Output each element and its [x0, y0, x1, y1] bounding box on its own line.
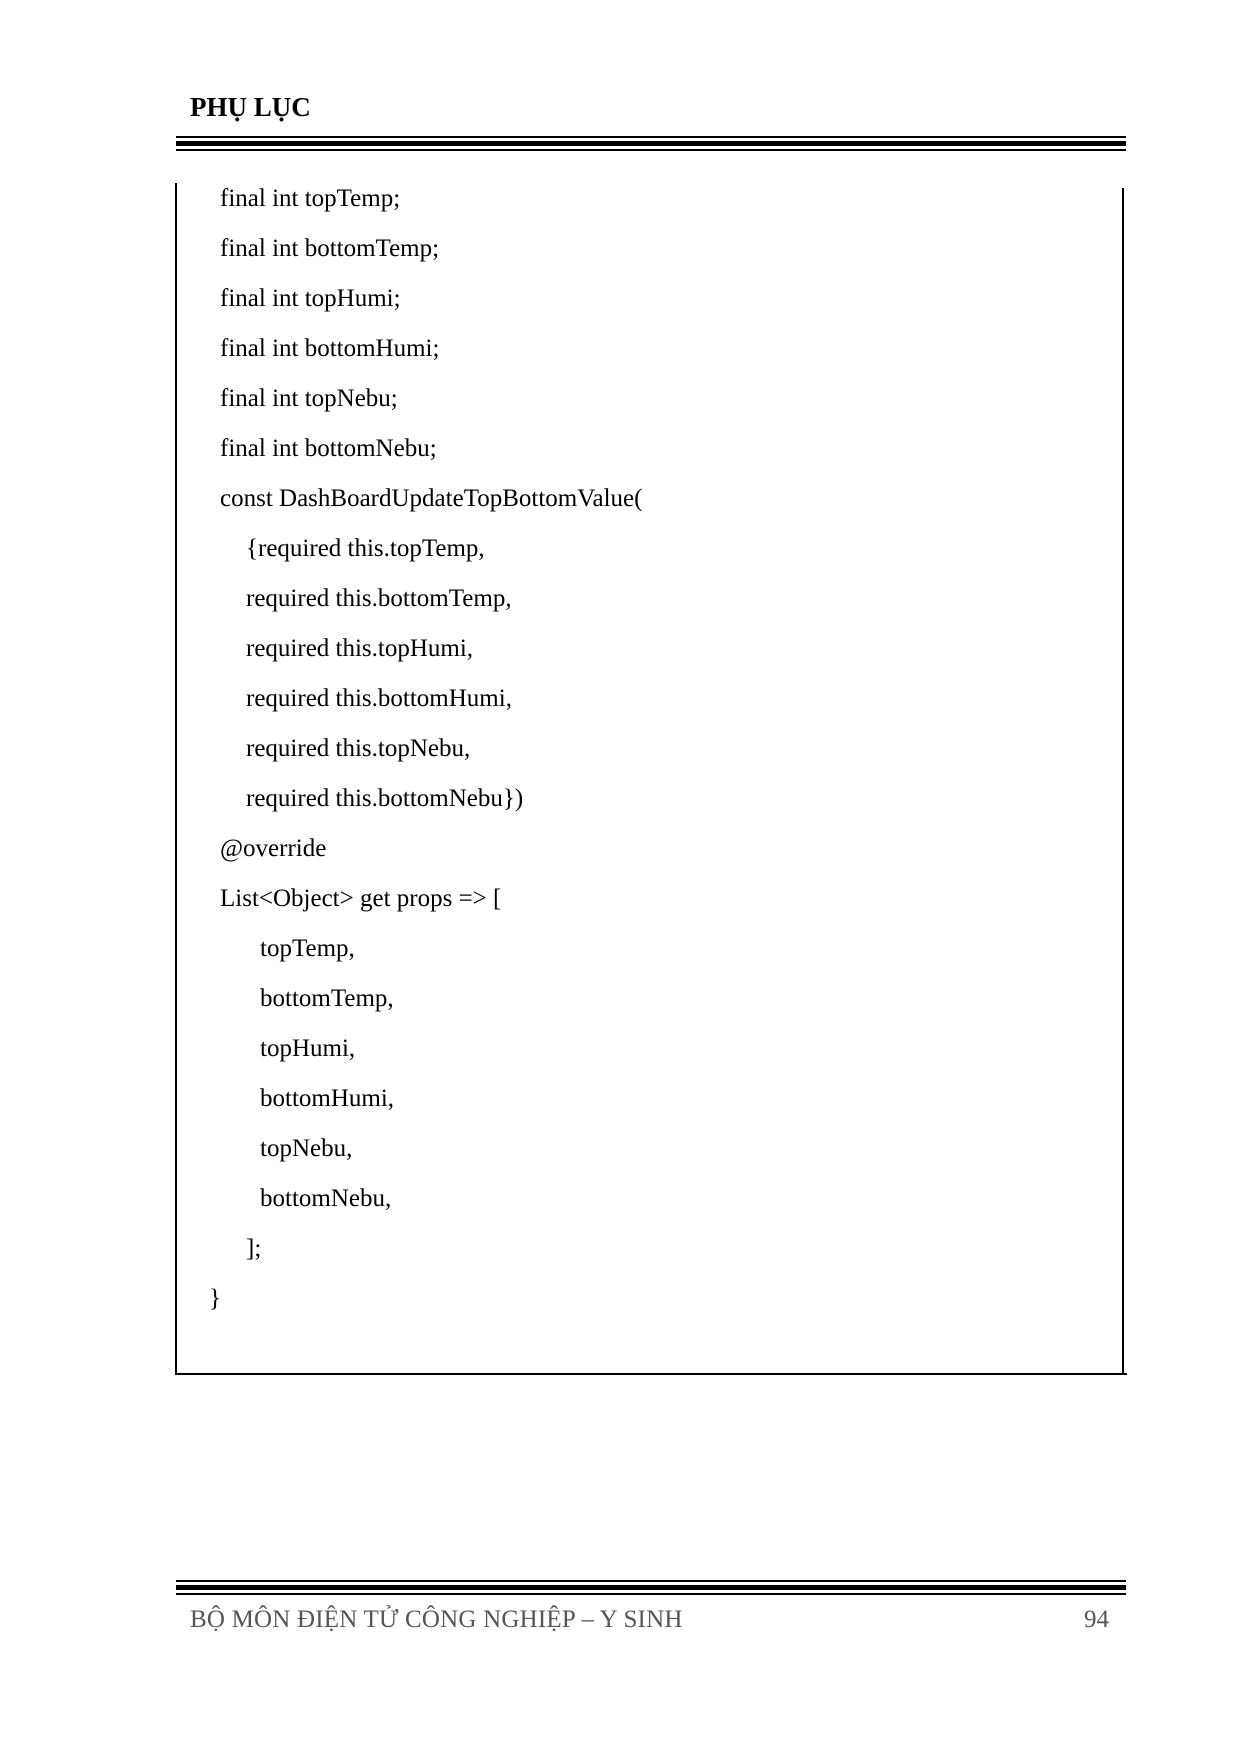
footer-rule-thin-top	[176, 1580, 1126, 1582]
code-line: required this.bottomTemp,	[246, 585, 512, 612]
code-line: required this.bottomHumi,	[246, 685, 512, 712]
code-line: bottomHumi,	[260, 1085, 395, 1112]
code-line: const DashBoardUpdateTopBottomValue(	[220, 485, 643, 512]
header-rule-thin-top	[176, 136, 1126, 138]
footer-department: BỘ MÔN ĐIỆN TỬ CÔNG NGHIỆP – Y SINH	[190, 1606, 683, 1633]
code-line: final int bottomNebu;	[220, 435, 437, 462]
header-rule-thin-bottom	[176, 149, 1126, 151]
code-line: bottomTemp,	[260, 985, 394, 1012]
code-line: bottomNebu,	[260, 1185, 392, 1212]
code-box-left-border	[175, 183, 177, 1375]
code-line: topTemp,	[260, 935, 355, 962]
code-box-right-border	[1122, 188, 1124, 1375]
code-line: topNebu,	[260, 1135, 353, 1162]
code-box-bottom-border	[175, 1373, 1127, 1375]
code-line: @override	[220, 835, 327, 862]
code-line: final int bottomHumi;	[220, 335, 440, 362]
code-line: ];	[246, 1235, 262, 1262]
code-listing-box	[175, 183, 1127, 1375]
page-number: 94	[1084, 1606, 1109, 1633]
footer-rule-thin-bottom	[176, 1593, 1126, 1595]
footer-rule-thick	[176, 1585, 1126, 1590]
code-line: required this.bottomNebu})	[246, 785, 524, 812]
code-line: final int topNebu;	[220, 385, 398, 412]
code-line: required this.topNebu,	[246, 735, 471, 762]
header-rule-thick	[176, 141, 1126, 146]
page-header-title: PHỤ LỤC	[190, 92, 311, 122]
code-line: }	[209, 1285, 221, 1312]
code-line: List<Object> get props => [	[220, 885, 502, 912]
code-line: topHumi,	[260, 1035, 356, 1062]
code-line: required this.topHumi,	[246, 635, 474, 662]
code-line: final int bottomTemp;	[220, 235, 440, 262]
footer-rule	[176, 1580, 1126, 1595]
code-line: final int topTemp;	[220, 185, 401, 212]
code-line: {required this.topTemp,	[246, 535, 485, 562]
code-line: final int topHumi;	[220, 285, 401, 312]
header-rule	[176, 136, 1126, 151]
